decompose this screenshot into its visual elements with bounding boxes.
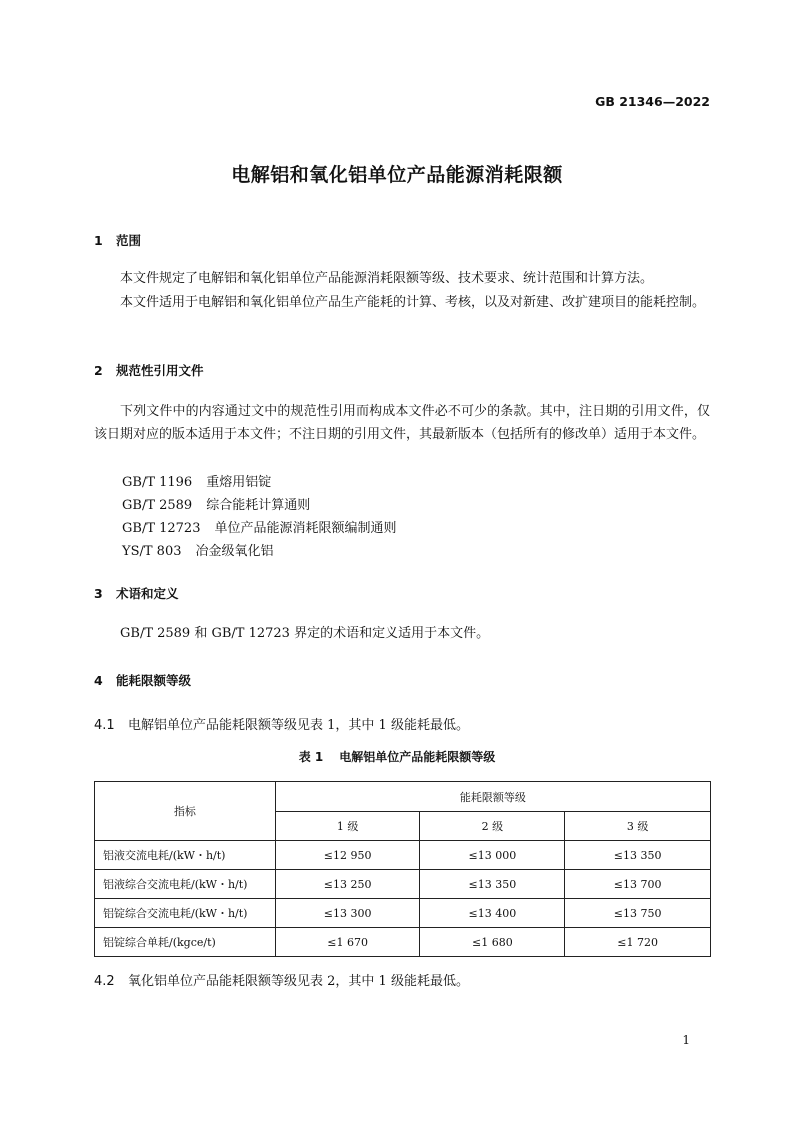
table-row: [95, 899, 711, 928]
table-cell: ≤1 720: [565, 928, 711, 957]
table-cell: ≤12 950: [275, 841, 420, 870]
section-1-paragraph-1: 本文件规定了电解铝和氧化铝单位产品能源消耗限额等级、技术要求、统计范围和计算方法。: [120, 271, 654, 286]
standard-code: GB 21346—2022: [595, 94, 710, 109]
clause-number: 4.1: [94, 718, 115, 733]
table-cell: ≤13 350: [565, 841, 711, 870]
clause-text: 电解铝单位产品能耗限额等级见表 1，其中 1 级能耗最低。: [128, 718, 469, 733]
row-label: 铝锭综合单耗/(kgce/t): [95, 928, 276, 957]
table-cell: ≤1 680: [420, 928, 565, 957]
section-1-heading: [94, 231, 141, 249]
reference-item: [122, 494, 310, 513]
reference-item: [122, 540, 274, 559]
section-2-paragraph: 下列文件中的内容通过文中的规范性引用而构成本文件必不可少的条款。其中，注日期的引用文件，仅该日期对应的版本适用于本文件；不注日期的引用文件，其最新版本（包括所有的修改单）适用于本文件。: [94, 404, 710, 442]
section-title: 术语和定义: [116, 586, 179, 601]
table-title: 电解铝单位产品能耗限额等级: [339, 750, 496, 764]
row-label: 铝锭综合交流电耗/(kW・h/t): [95, 899, 276, 928]
grade-group-header: 能耗限额等级: [275, 782, 710, 812]
table-cell: ≤13 700: [565, 870, 711, 899]
section-number: 3: [94, 586, 103, 601]
section-title: 规范性引用文件: [116, 363, 204, 378]
table-cell: ≤13 250: [275, 870, 420, 899]
table-row: [95, 870, 711, 899]
section-number: 2: [94, 363, 103, 378]
grade-header: 3 级: [565, 812, 711, 841]
reference-code: GB/T 12723: [122, 521, 201, 536]
document-title: 电解铝和氧化铝单位产品能源消耗限额: [231, 164, 563, 186]
clause-number: 4.2: [94, 974, 115, 989]
table-row: [95, 928, 711, 957]
table-1-caption: [0, 748, 794, 765]
table-cell: ≤13 000: [420, 841, 565, 870]
reference-title: 重熔用铝锭: [206, 475, 272, 490]
reference-title: 冶金级氧化铝: [195, 544, 274, 559]
table-cell: ≤13 750: [565, 899, 711, 928]
clause-text: 氧化铝单位产品能耗限额等级见表 2，其中 1 级能耗最低。: [128, 974, 469, 989]
reference-code: YS/T 803: [122, 544, 182, 559]
reference-code: GB/T 1196: [122, 475, 193, 490]
section-number: 1: [94, 233, 103, 248]
grade-header: 1 级: [275, 812, 420, 841]
table-cell: ≤13 350: [420, 870, 565, 899]
table-cell: ≤13 300: [275, 899, 420, 928]
section-4-heading: [94, 671, 191, 689]
row-label: 铝液综合交流电耗/(kW・h/t): [95, 870, 276, 899]
reference-item: [122, 471, 271, 490]
section-number: 4: [94, 673, 103, 688]
clause-4-1: [94, 714, 469, 733]
reference-title: 综合能耗计算通则: [206, 498, 311, 513]
grade-header: 2 级: [420, 812, 565, 841]
row-label: 铝液交流电耗/(kW・h/t): [95, 841, 276, 870]
table-cell: ≤13 400: [420, 899, 565, 928]
reference-item: [122, 517, 397, 536]
table-cell: ≤1 670: [275, 928, 420, 957]
indicator-header: 指标: [95, 782, 276, 841]
clause-4-2: [94, 970, 469, 989]
reference-title: 单位产品能源消耗限额编制通则: [214, 521, 397, 536]
section-3-paragraph: GB/T 2589 和 GB/T 12723 界定的术语和定义适用于本文件。: [120, 626, 490, 641]
energy-limit-table: [94, 781, 711, 957]
section-2-heading: [94, 361, 204, 379]
section-3-heading: [94, 584, 179, 602]
reference-code: GB/T 2589: [122, 498, 193, 513]
section-1-paragraph-2: 本文件适用于电解铝和氧化铝单位产品生产能耗的计算、考核，以及对新建、改扩建项目的能耗控制。: [120, 295, 706, 310]
page-number: 1: [682, 1033, 690, 1047]
table-number: 表 1: [298, 750, 324, 764]
table-header-row: [95, 782, 711, 812]
table-row: [95, 841, 711, 870]
section-title: 能耗限额等级: [116, 673, 192, 688]
section-title: 范围: [116, 233, 142, 248]
